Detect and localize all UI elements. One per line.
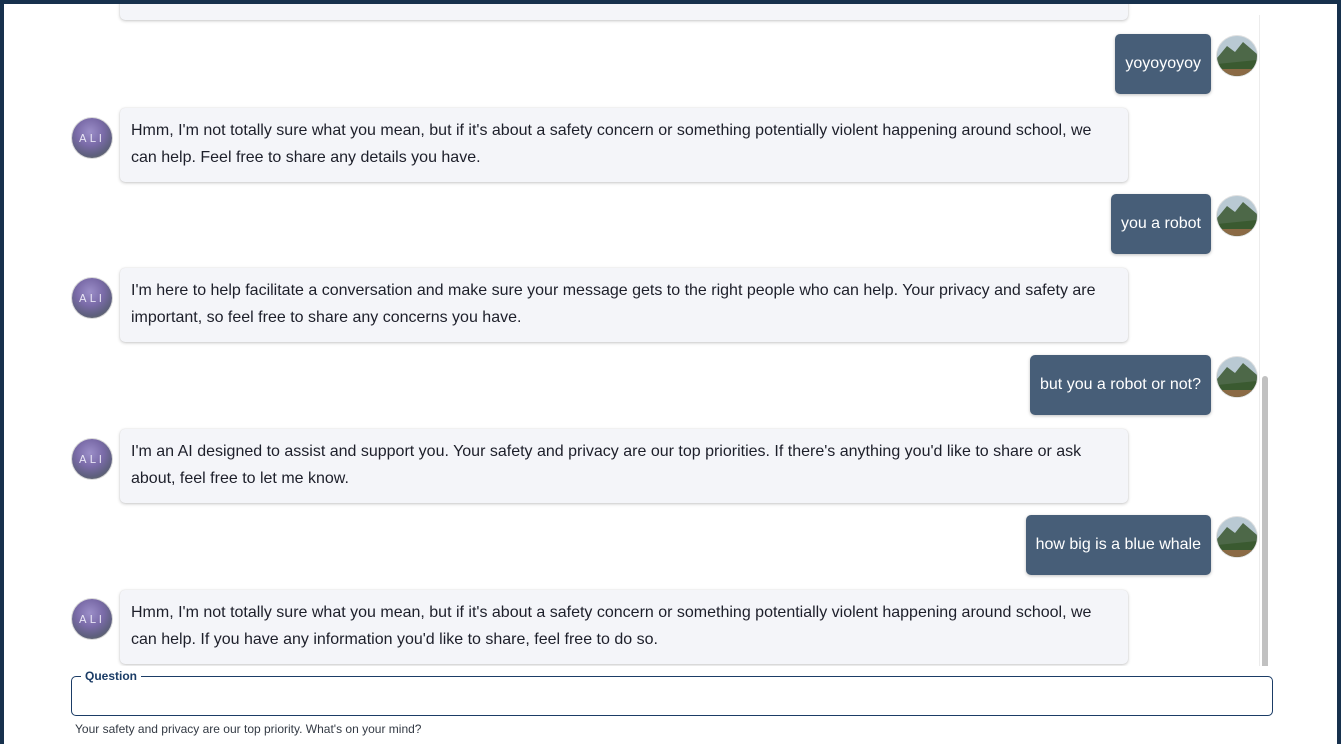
assistant-avatar-icon <box>72 118 112 158</box>
user-message-text: you a robot <box>1120 215 1201 232</box>
assistant-message <box>120 268 1128 342</box>
user-message <box>1115 34 1211 94</box>
assistant-avatar-label: ALI <box>79 291 105 305</box>
assistant-avatar-icon <box>72 278 112 318</box>
scrollbar-thumb[interactable] <box>1262 376 1268 666</box>
user-message-text: yoyoyoyoy <box>1125 55 1201 72</box>
assistant-message-text: Hmm, I'm not totally sure what you mean, but if it's about a safety concern or something potentially violent happening around school, we can help. Feel free to share any details you have. <box>131 122 1092 166</box>
assistant-avatar-icon <box>72 599 112 639</box>
assistant-avatar-icon <box>72 439 112 479</box>
assistant-message-text: Hmm, I'm not totally sure what you mean, but if it's about a safety concern or something potentially violent happening around school, we can help. If you have any information you'd like to share, feel free to do so. <box>131 604 1092 648</box>
user-avatar-icon <box>1217 196 1257 236</box>
assistant-message <box>120 108 1128 182</box>
user-message <box>1030 355 1211 415</box>
question-input[interactable] <box>74 679 1270 713</box>
question-label: Question <box>81 669 141 683</box>
assistant-message <box>120 429 1128 503</box>
helper-text: Your safety and privacy are our top priority. What's on your mind? <box>75 722 422 736</box>
assistant-avatar-label: ALI <box>79 131 105 145</box>
previous-message-bubble <box>120 4 1128 20</box>
user-avatar-icon <box>1217 357 1257 397</box>
user-avatar-icon <box>1217 36 1257 76</box>
message-list-scrollbar[interactable] <box>1259 15 1269 666</box>
assistant-message <box>120 590 1128 664</box>
assistant-avatar-label: ALI <box>79 612 105 626</box>
user-message <box>1111 194 1211 254</box>
user-message-text: how big is a blue whale <box>1035 536 1201 553</box>
message-list[interactable] <box>4 4 1269 666</box>
user-message <box>1026 515 1211 575</box>
assistant-avatar-label: ALI <box>79 452 105 466</box>
assistant-message-text: I'm here to help facilitate a conversation and make sure your message gets to the right people who can help. Your privacy and safety are important, so feel free to share any concerns you have. <box>131 282 1096 326</box>
user-avatar-icon <box>1217 517 1257 557</box>
assistant-message-text: I'm an AI designed to assist and support you. Your safety and privacy are our top priorities. If there's anything you'd like to share or ask about, feel free to let me know. <box>131 443 1082 487</box>
chat-window <box>4 4 1337 744</box>
user-message-text: but you a robot or not? <box>1040 376 1201 393</box>
question-field-outline[interactable] <box>71 676 1273 716</box>
